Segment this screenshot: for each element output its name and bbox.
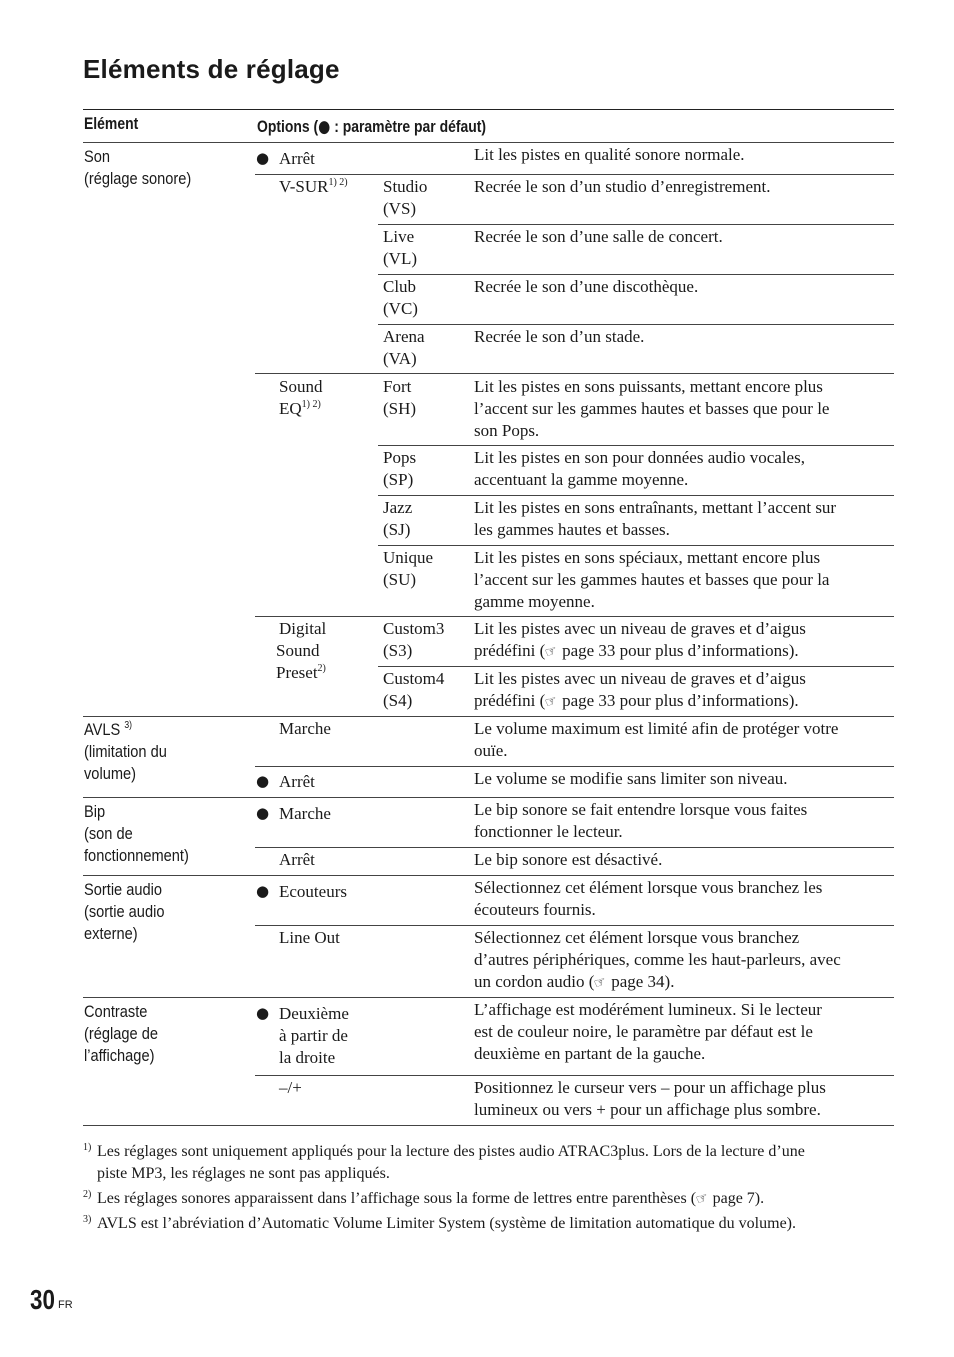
default-bullet-icon: ● (256, 772, 270, 790)
vsur-studio-name: Studio (383, 177, 428, 196)
desc-unique-3: gamme moyenne. (474, 592, 595, 611)
vsur-live-code: (VL) (383, 249, 417, 268)
header-rule-right (255, 142, 894, 143)
option-sound-eq-1: Sound (279, 377, 323, 396)
group-son-label: Son (84, 147, 111, 166)
reference-icon: ☞ (693, 1189, 711, 1209)
default-bullet-icon: ● (256, 1004, 270, 1022)
option-sound-eq-2: $EQ^{1) 2)}$ (279, 399, 321, 418)
desc-custom3-1: Lit les pistes avec un niveau de graves et d’aigus (474, 619, 806, 638)
desc-son-arret: Lit les pistes en qualité sonore normale. (474, 145, 745, 164)
row-rule (255, 847, 894, 848)
desc-unique-1: Lit les pistes en sons spéciaux, mettant encore plus (474, 548, 821, 567)
desc-club: Recrée le son d’une discothèque. (474, 277, 699, 296)
row-rule (255, 373, 894, 374)
option-avls-arret: Arrêt (279, 772, 315, 791)
footnote-3: 3) AVLS est l’abréviation d’Automatic Volume Limiter System (système de limitation automatique du volume). (83, 1214, 796, 1232)
vsur-arena-name: Arena (383, 327, 425, 346)
desc-custom4-1: Lit les pistes avec un niveau de graves et d’aigus (474, 669, 806, 688)
row-rule (378, 666, 894, 667)
eq-fort-code: (SH) (383, 399, 417, 418)
option-arret: Arrêt (279, 149, 315, 168)
row-rule (378, 224, 894, 225)
page-number: 30 (30, 1284, 55, 1315)
eq-jazz-name: Jazz (383, 498, 413, 517)
desc-deuxieme-3: deuxième en partant de la gauche. (474, 1044, 706, 1063)
desc-bip-marche-2: fonctionner le lecteur. (474, 822, 623, 841)
group-avls-sub1: (limitation du (84, 742, 167, 761)
vsur-club-code: (VC) (383, 299, 418, 318)
group-sortie-label: Sortie audio (84, 880, 163, 899)
group-rule (83, 716, 894, 717)
desc-live: Recrée le son d’une salle de concert. (474, 227, 723, 246)
desc-fort-2: l’accent sur les gammes hautes et basses que pour le (474, 399, 830, 418)
eq-unique-name: Unique (383, 548, 434, 567)
desc-deuxieme-1: L’affichage est modérément lumineux. Si le lecteur (474, 1000, 822, 1019)
group-rule (83, 875, 894, 876)
desc-fort-1: Lit les pistes en sons puissants, mettant encore plus (474, 377, 823, 396)
desc-custom4-2: prédéfini (☞ page 33 pour plus d’informations). (474, 691, 799, 712)
desc-pops-2: accentuant la gamme moyenne. (474, 470, 689, 489)
desc-studio: Recrée le son d’un studio d’enregistrement. (474, 177, 771, 196)
option-ecouteurs: Ecouteurs (279, 882, 347, 901)
desc-ecouteurs-1: Sélectionnez cet élément lorsque vous branchez les (474, 878, 823, 897)
group-contraste-label: Contraste (84, 1002, 148, 1021)
desc-avls-marche-2: ouïe. (474, 741, 508, 760)
footnote-2: 2) Les réglages sonores apparaissent dans l’affichage sous la forme de lettres entre parenthèses (☞ page 7). (83, 1189, 765, 1209)
header-options: Options (● : paramètre par défaut) (257, 117, 487, 137)
reference-icon: ☞ (542, 642, 561, 662)
desc-fort-3: son Pops. (474, 421, 540, 440)
vsur-studio-code: (VS) (383, 199, 417, 218)
desc-line-out-2: d’autres périphériques, comme les haut-parleurs, avec (474, 950, 841, 969)
eq-jazz-code: (SJ) (383, 520, 411, 539)
desc-line-out-1: Sélectionnez cet élément lorsque vous branchez (474, 928, 800, 947)
desc-custom3-2: prédéfini (☞ page 33 pour plus d’informations). (474, 641, 799, 662)
reference-icon: ☞ (542, 692, 561, 712)
option-line-out: Line Out (279, 928, 340, 947)
eq-pops-name: Pops (383, 448, 417, 467)
row-rule (378, 545, 894, 546)
desc-arena: Recrée le son d’un stade. (474, 327, 645, 346)
reference-icon: ☞ (592, 973, 610, 993)
group-contraste-sub2: l’affichage) (84, 1046, 155, 1065)
desc-line-out-3: un cordon audio (☞ page 34). (474, 972, 675, 993)
option-deuxieme-2: à partir de (279, 1026, 348, 1045)
desc-plus-minus-2: lumineux ou vers + pour un affichage plus sombre. (474, 1100, 821, 1119)
table-top-rule (83, 109, 894, 110)
option-vsur: $V-SUR^{1) 2)}$ (279, 177, 348, 196)
dsp-custom3-code: (S3) (383, 641, 413, 660)
desc-jazz-1: Lit les pistes en sons entraînants, mettant l’accent sur (474, 498, 837, 517)
group-son-sub: (réglage sonore) (84, 169, 192, 188)
group-sortie-sub1: (sortie audio (84, 902, 165, 921)
desc-ecouteurs-2: écouteurs fournis. (474, 900, 596, 919)
desc-bip-marche-1: Le bip sonore se fait entendre lorsque vous faites (474, 800, 808, 819)
dsp-custom4-code: (S4) (383, 691, 413, 710)
row-rule (378, 495, 894, 496)
option-bip-arret: Arrêt (279, 850, 315, 869)
option-dsp-1: Digital (279, 619, 327, 638)
dsp-custom3-name: Custom3 (383, 619, 445, 638)
header-element: Elément (84, 114, 139, 133)
option-avls-marche: Marche (279, 719, 331, 738)
language-code: FR (58, 1299, 73, 1311)
row-rule (378, 274, 894, 275)
option-deuxieme-3: la droite (279, 1048, 336, 1067)
group-rule (83, 797, 894, 798)
eq-pops-code: (SP) (383, 470, 414, 489)
desc-deuxieme-2: est de couleur noire, le paramètre par défaut est le (474, 1022, 813, 1041)
table-bottom-rule (83, 1125, 894, 1126)
footnote-1: 1) Les réglages sont uniquement appliqués pour la lecture des pistes audio ATRAC3plus. Lors de la lecture d’une piste MP3, les réglages ne sont pas appliqués. (83, 1142, 805, 1182)
desc-unique-2: l’accent sur les gammes hautes et basses que pour la (474, 570, 830, 589)
group-bip-label: Bip (84, 802, 106, 821)
group-bip-sub1: (son de (84, 824, 133, 843)
row-rule (255, 925, 894, 926)
group-contraste-sub1: (réglage de (84, 1024, 158, 1043)
group-rule (83, 997, 894, 998)
default-bullet-icon: ● (318, 117, 331, 137)
eq-unique-code: (SU) (383, 570, 417, 589)
group-bip-sub2: fonctionnement) (84, 846, 189, 865)
desc-bip-arret: Le bip sonore est désactivé. (474, 850, 663, 869)
dsp-custom4-name: Custom4 (383, 669, 445, 688)
desc-avls-arret: Le volume se modifie sans limiter son niveau. (474, 769, 788, 788)
row-rule (378, 445, 894, 446)
group-sortie-sub2: externe) (84, 924, 138, 943)
row-rule (255, 174, 894, 175)
vsur-arena-code: (VA) (383, 349, 417, 368)
eq-fort-name: Fort (383, 377, 412, 396)
desc-pops-1: Lit les pistes en son pour données audio vocales, (474, 448, 805, 467)
row-rule (255, 616, 894, 617)
row-rule (255, 766, 894, 767)
option-bip-marche: Marche (279, 804, 331, 823)
group-avls-label: AVLS $^{3)}$ (84, 720, 133, 739)
option-dsp-3: Preset$^{2)}$ (276, 663, 326, 682)
default-bullet-icon: ● (256, 882, 270, 900)
row-rule (378, 324, 894, 325)
header-rule-left (83, 142, 255, 143)
group-avls-sub2: volume) (84, 764, 137, 783)
row-rule (255, 1075, 894, 1076)
default-bullet-icon: ● (256, 149, 270, 167)
page-title: Eléments de réglage (83, 54, 340, 84)
vsur-club-name: Club (383, 277, 417, 296)
desc-avls-marche-1: Le volume maximum est limité afin de protéger votre (474, 719, 839, 738)
desc-plus-minus-1: Positionnez le curseur vers – pour un affichage plus (474, 1078, 826, 1097)
option-dsp-2: Sound (276, 641, 320, 660)
default-bullet-icon: ● (256, 804, 270, 822)
vsur-live-name: Live (383, 227, 415, 246)
desc-jazz-2: les gammes hautes et basses. (474, 520, 670, 539)
option-deuxieme-1: Deuxième (279, 1004, 349, 1023)
option-plus-minus: –/+ (279, 1078, 302, 1097)
